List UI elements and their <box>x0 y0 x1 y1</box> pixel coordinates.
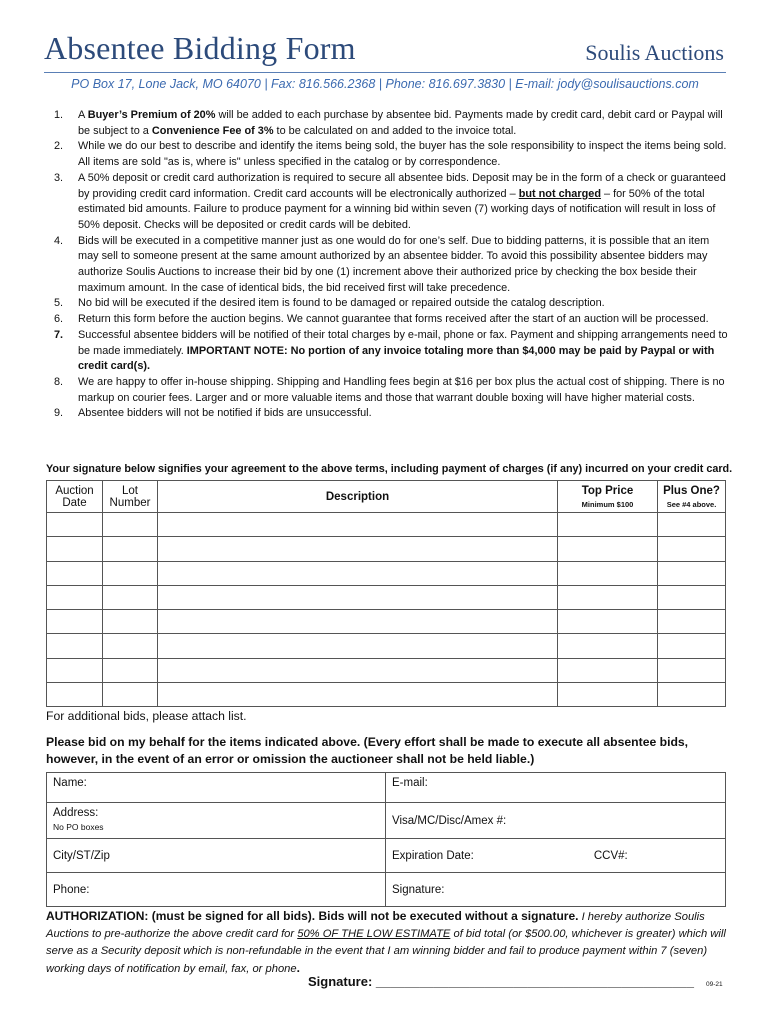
important-note: IMPORTANT NOTE: No portion of any invoice totaling more than $4,000 may be paid by Paypal or with credit card(s). <box>78 344 715 373</box>
lot-number-cell[interactable] <box>103 537 158 561</box>
term-number: 6. <box>54 313 64 326</box>
col-lot-number <box>103 481 158 513</box>
ccv-label: CCV#: <box>593 849 628 862</box>
no-po-note: No PO boxes <box>53 822 104 832</box>
lot-number-cell[interactable] <box>103 513 158 537</box>
lot-number-cell[interactable] <box>103 585 158 609</box>
authorization-statement <box>46 908 730 978</box>
term-text: Absentee bidders will not be notified if bids are unsuccessful. <box>78 407 372 420</box>
top-price-cell[interactable] <box>558 634 658 658</box>
auction-date-cell[interactable] <box>47 610 103 634</box>
description-cell[interactable] <box>158 658 558 682</box>
plus-one-cell[interactable] <box>658 537 726 561</box>
top-price-cell[interactable] <box>558 610 658 634</box>
bid-row <box>47 610 726 634</box>
low-estimate-emphasis: 50% OF THE LOW ESTIMATE <box>297 928 451 940</box>
signature-label: Signature: <box>392 883 445 896</box>
lot-number-cell[interactable] <box>103 561 158 585</box>
plus-one-cell[interactable] <box>658 683 726 707</box>
header-sublabel: See #4 above. <box>666 499 717 509</box>
term-text: Return this form before the auction begins. We cannot guarantee that forms received after the start of an auction will be processed. <box>78 313 709 326</box>
term-text: Successful absentee bidders will be notified of their total charges by e-mail, phone or fax. Payment and shipping arrangements need to be made immediately. <box>78 328 728 357</box>
term-number: 3. <box>54 171 64 184</box>
bid-row <box>47 513 726 537</box>
term-text: A 50% deposit or credit card authorization is required to secure all absentee bids. Deposit may be in the form of a check or guaranteed by providing credit card information. Credit card accounts will be electronically authorized – <box>78 171 726 200</box>
phone-field[interactable] <box>47 873 386 907</box>
plus-one-cell[interactable] <box>658 585 726 609</box>
convenience-fee: Convenience Fee of 3% <box>151 124 274 137</box>
top-price-cell[interactable] <box>558 658 658 682</box>
email-field[interactable] <box>386 773 726 803</box>
header-label: Lot <box>122 484 138 497</box>
expiration-label: Expiration Date: <box>392 849 474 862</box>
top-price-cell[interactable] <box>558 683 658 707</box>
lot-number-cell[interactable] <box>103 658 158 682</box>
top-price-cell[interactable] <box>558 561 658 585</box>
header-sublabel: Minimum $100 <box>581 499 634 509</box>
term-item <box>46 406 730 422</box>
description-cell[interactable] <box>158 513 558 537</box>
bid-request-statement: Please bid on my behalf for the items indicated above. (Every effort shall be made to execute all absentee bids, however, in the event of an error or omission the auctioneer shall not be held liable.) <box>46 735 689 766</box>
description-cell[interactable] <box>158 585 558 609</box>
card-number-label: Visa/MC/Disc/Amex #: <box>392 814 507 827</box>
col-top-price <box>558 481 658 513</box>
bid-row <box>47 537 726 561</box>
signature-line[interactable]: Signature: ____________________________________________ <box>308 974 695 989</box>
term-item <box>46 171 730 234</box>
top-price-cell[interactable] <box>558 513 658 537</box>
revision-code: 09-21 <box>706 981 723 988</box>
term-number: 7. <box>54 328 64 341</box>
term-item <box>46 312 730 328</box>
info-row <box>47 773 726 803</box>
bid-row <box>47 585 726 609</box>
name-field[interactable] <box>47 773 386 803</box>
plus-one-cell[interactable] <box>658 513 726 537</box>
auction-date-cell[interactable] <box>47 561 103 585</box>
form-title: Absentee Bidding Form <box>44 30 356 66</box>
signature-field[interactable] <box>386 873 726 907</box>
auction-date-cell[interactable] <box>47 585 103 609</box>
contact-line: PO Box 17, Lone Jack, MO 64070 | Fax: 816.566.2368 | Phone: 816.697.3830 | E-mail: jody@soulisauctions.com <box>71 77 699 91</box>
bid-row <box>47 658 726 682</box>
term-item <box>46 108 730 139</box>
description-cell[interactable] <box>158 561 558 585</box>
bidder-info-table <box>46 772 726 907</box>
term-item <box>46 296 730 312</box>
term-text: A <box>78 109 88 121</box>
authorization-heading: AUTHORIZATION: (must be signed for all bids). Bids will not be executed without a signature. <box>46 909 579 923</box>
term-text: No bid will be executed if the desired item is found to be damaged or repaired outside the catalog description. <box>78 297 605 310</box>
col-auction-date <box>47 481 103 513</box>
term-text: – for 50% of the total estimated bid amounts. Failure to produce payment for a winning bid within seven (7) working days of notification will result in loss of 50% deposit. Checks will be deposited or credit cards will be debited. <box>78 187 716 231</box>
expiration-ccv-field[interactable] <box>386 839 726 873</box>
term-text: will be added to each purchase by absentee bid. Payments made by credit card, debit card or Paypal will be subject to a <box>78 109 723 137</box>
term-number: 2. <box>54 140 64 153</box>
lot-number-cell[interactable] <box>103 683 158 707</box>
city-state-zip-field[interactable] <box>47 839 386 873</box>
city-label: City/ST/Zip <box>53 849 110 862</box>
lot-number-cell[interactable] <box>103 634 158 658</box>
auction-date-cell[interactable] <box>47 683 103 707</box>
plus-one-cell[interactable] <box>658 658 726 682</box>
agreement-statement: Your signature below signifies your agreement to the above terms, including payment of charges (if any) incurred on your credit card. <box>46 463 733 475</box>
address-label: Address: <box>53 807 99 819</box>
term-text: to be calculated on and added to the invoice total. <box>273 124 517 137</box>
header-label: Auction <box>55 484 94 497</box>
top-price-cell[interactable] <box>558 537 658 561</box>
term-item <box>46 375 730 406</box>
info-row <box>47 873 726 907</box>
info-row <box>47 803 726 839</box>
plus-one-cell[interactable] <box>658 610 726 634</box>
company-name: Soulis Auctions <box>585 40 724 65</box>
term-text: While we do our best to describe and identify the items being sold, the buyer has the sole responsibility to inspect the items being sold. All items are sold "as is, where is" unless specified in the catalog or by correspondence. <box>78 140 727 169</box>
header-label: Plus One? <box>663 484 720 497</box>
header-label: Number <box>109 496 151 509</box>
description-cell[interactable] <box>158 610 558 634</box>
term-number: 1. <box>54 109 64 121</box>
bid-row <box>47 561 726 585</box>
authorization-text: of bid total (or $500.00, whichever is greater) which will serve as a Security deposit which is non-refundable in the event that I am winning bidder and fail to produce payment within 7 (seven) working days of notification by email, fax, or phone <box>46 928 726 975</box>
col-plus-one <box>658 481 726 513</box>
term-text: We are happy to offer in-house shipping. Shipping and Handling fees begin at $16 per box plus the actual cost of shipping. There is no markup on courier fees. Larger and or more valuable items and those that warrant double boxing will have higher material costs. <box>78 375 725 404</box>
header-label: Top Price <box>581 484 634 497</box>
bid-row <box>47 634 726 658</box>
lot-number-cell[interactable] <box>103 610 158 634</box>
description-cell[interactable] <box>158 634 558 658</box>
bid-table <box>46 480 726 707</box>
description-cell[interactable] <box>158 537 558 561</box>
term-item <box>46 328 730 375</box>
bid-row <box>47 683 726 707</box>
auction-date-cell[interactable] <box>47 537 103 561</box>
plus-one-cell[interactable] <box>658 561 726 585</box>
term-item <box>46 234 730 297</box>
card-number-field[interactable] <box>386 803 726 839</box>
term-number: 5. <box>54 297 64 310</box>
term-number: 8. <box>54 375 64 388</box>
top-price-cell[interactable] <box>558 585 658 609</box>
header-label: Description <box>325 490 390 503</box>
description-cell[interactable] <box>158 683 558 707</box>
header-label: Date <box>62 496 87 509</box>
bid-table-header <box>47 481 726 513</box>
terms-list <box>46 108 730 422</box>
info-row <box>47 839 726 873</box>
not-charged-emphasis: but not charged <box>518 187 601 200</box>
auction-date-cell[interactable] <box>47 513 103 537</box>
auction-date-cell[interactable] <box>47 634 103 658</box>
buyers-premium: Buyer’s Premium of 20% <box>87 109 216 121</box>
additional-bids-note: For additional bids, please attach list. <box>46 709 247 723</box>
term-number: 4. <box>54 234 64 247</box>
plus-one-cell[interactable] <box>658 634 726 658</box>
name-label: Name: <box>53 777 87 789</box>
term-number: 9. <box>54 407 64 420</box>
term-item <box>46 139 730 170</box>
auction-date-cell[interactable] <box>47 658 103 682</box>
phone-label: Phone: <box>53 883 90 896</box>
address-field[interactable] <box>47 803 386 839</box>
header-rule <box>44 72 726 73</box>
email-label: E-mail: <box>392 777 428 789</box>
term-text: Bids will be executed in a competitive manner just as one would do for one’s self. Due to bidding patterns, it is possible that an item may sell to someone present at the same amount authorized by an absentee bidder. To avoid this possibility absentee bidders may authorize Soulis Auctions to increase their bid by one (1) increment above their authorized price by checking the box beside their maximum amount. In the case of identical bids, the bid received first will take precedence. <box>78 234 710 294</box>
col-description <box>158 481 558 513</box>
authorization-period: . <box>296 961 300 975</box>
authorization-text: I hereby authorize Soulis Auctions to pre-authorize the above credit card for <box>46 911 705 940</box>
